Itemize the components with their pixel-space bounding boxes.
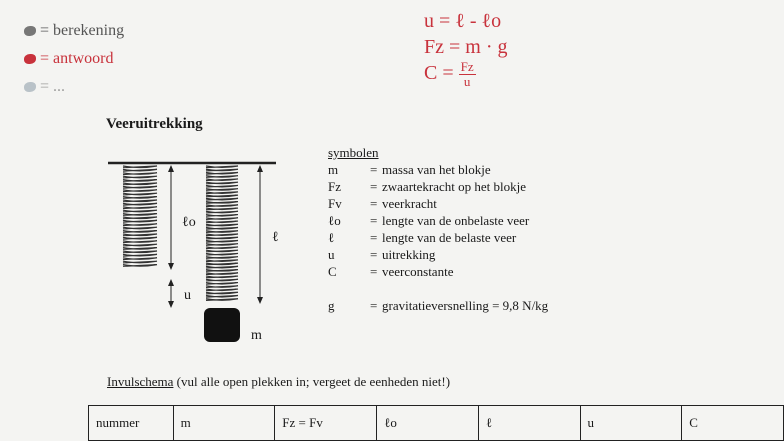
symbol-description: massa van het blokje	[382, 162, 491, 177]
table-header-cell: nummer	[89, 406, 174, 441]
equals-sign	[370, 280, 382, 297]
symbol: ℓo	[328, 213, 341, 228]
symbol-row	[328, 212, 548, 229]
gray-marker-icon	[24, 26, 36, 36]
formula-u: u = ℓ - ℓo	[424, 10, 502, 32]
table-header-cell: ℓ	[478, 406, 580, 441]
legend-text: = berekening	[40, 22, 125, 39]
fraction-numerator: Fz	[460, 59, 474, 74]
symbol: ℓ	[328, 230, 335, 245]
legend-text: = antwoord	[40, 50, 114, 67]
l0-arrowhead-bottom	[168, 263, 174, 270]
symbol-row	[328, 263, 548, 280]
symbol-description: veerconstante	[382, 264, 454, 279]
formula-c	[424, 60, 508, 89]
invulschema-instruction	[107, 374, 450, 390]
symbol-row	[328, 229, 548, 246]
symbol-description: lengte van de onbelaste veer	[382, 213, 530, 228]
legend-row-berekening	[24, 22, 124, 40]
symbol-row	[328, 280, 548, 297]
equals-sign: =	[370, 196, 378, 211]
equals-sign: =	[370, 298, 378, 313]
unloaded-spring	[123, 166, 157, 266]
table-header-row	[89, 406, 784, 441]
equals-sign: =	[370, 230, 378, 245]
loaded-spring	[206, 166, 238, 300]
blue-marker-icon	[24, 82, 36, 92]
spring-diagram	[100, 150, 300, 350]
symbol: Fz	[328, 179, 341, 194]
symbol: u	[328, 247, 335, 262]
fraction-denominator: u	[463, 74, 471, 89]
formula-fz: Fz = m · g	[424, 36, 508, 58]
symbol-description: veerkracht	[382, 196, 437, 211]
symbol-description: zwaartekracht op het blokje	[382, 179, 527, 194]
table-header-cell: u	[580, 406, 682, 441]
section-title: Veeruitrekking	[106, 116, 203, 132]
symbol-row	[328, 297, 548, 314]
symbol-row	[328, 161, 548, 178]
symbol: m	[328, 162, 339, 177]
formula-c-left: C =	[424, 62, 454, 85]
table-header-cell: C	[682, 406, 784, 441]
symbol-row	[328, 246, 548, 263]
symbol-list-heading: symbolen	[328, 145, 379, 160]
invulschema-table	[88, 405, 784, 441]
l-arrowhead-bottom	[257, 297, 263, 304]
legend-row-faded	[24, 78, 65, 96]
handwritten-formulas	[424, 8, 508, 89]
label-u: u	[184, 288, 191, 303]
u-arrowhead-top	[168, 279, 174, 286]
symbol-row	[328, 178, 548, 195]
legend-text: = ...	[40, 78, 66, 95]
equals-sign: =	[370, 264, 378, 279]
fraction	[459, 60, 476, 89]
table-header-cell: m	[173, 406, 275, 441]
mass-block	[204, 308, 240, 342]
invulschema-text: (vul alle open plekken in; vergeet de eenheden niet!)	[173, 374, 451, 389]
invulschema-label: Invulschema	[107, 374, 174, 389]
symbol-list	[328, 144, 548, 314]
symbol	[328, 280, 370, 297]
equals-sign: =	[370, 213, 378, 228]
l-arrowhead-top	[257, 165, 263, 172]
symbol: Fv	[328, 196, 342, 211]
symbol-row	[328, 195, 548, 212]
label-l: ℓ	[272, 230, 279, 245]
label-l0: ℓo	[182, 215, 196, 230]
equals-sign: =	[370, 162, 378, 177]
equals-sign: =	[370, 179, 378, 194]
legend-row-antwoord	[24, 50, 113, 68]
table-header-cell: ℓo	[377, 406, 479, 441]
symbol-description: gravitatieversnelling = 9,8 N/kg	[382, 298, 549, 313]
equals-sign: =	[370, 247, 378, 262]
symbol: C	[328, 264, 337, 279]
l0-arrowhead-top	[168, 165, 174, 172]
label-m: m	[251, 328, 262, 343]
symbol: g	[328, 298, 335, 313]
red-marker-icon	[24, 54, 36, 64]
symbol-description: uitrekking	[382, 247, 436, 262]
table-header-cell: Fz = Fv	[275, 406, 377, 441]
u-arrowhead-bottom	[168, 301, 174, 308]
symbol-description: lengte van de belaste veer	[382, 230, 517, 245]
